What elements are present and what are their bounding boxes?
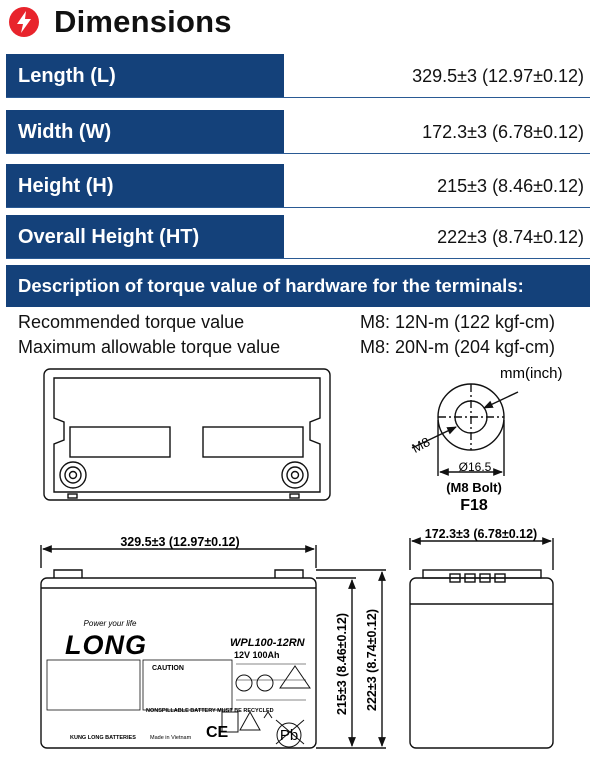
- dimension-label: Height (H): [6, 164, 284, 208]
- torque-value: M8: 20N-m (204 kgf-cm): [360, 337, 556, 357]
- lightning-bolt-icon: [8, 6, 40, 38]
- side-width-label: 172.3±3 (6.78±0.12): [424, 527, 538, 541]
- nonspillable-label: NONSPILLABLE BATTERY MUST BE RECYCLED: [146, 708, 274, 714]
- row-divider: [6, 97, 590, 98]
- dimension-label: Length (L): [6, 54, 284, 98]
- dimension-value: 222±3 (8.74±0.12): [437, 226, 584, 247]
- dimension-row-width: [6, 110, 590, 154]
- ce-mark: CE: [206, 724, 229, 741]
- torque-label: Recommended torque value: [18, 312, 245, 332]
- model-label: WPL100-12RN: [230, 637, 305, 649]
- origin-label: Made in Vietnam: [150, 735, 192, 741]
- torque-row-maximum: [18, 337, 588, 359]
- dimension-row-overall-height: [6, 215, 590, 259]
- maker-label: KUNG LONG BATTERIES: [70, 735, 136, 741]
- dimension-row-length: [6, 54, 590, 98]
- rating-label: 12V 100Ah: [234, 650, 280, 660]
- dimension-label: Overall Height (HT): [6, 215, 284, 259]
- dimension-value: 329.5±3 (12.97±0.12): [412, 65, 584, 86]
- height-label: 215±3 (8.46±0.12): [335, 613, 349, 715]
- overall-height-label: 222±3 (8.74±0.12): [365, 609, 379, 711]
- bolt-type-label: (M8 Bolt): [446, 480, 502, 495]
- battery-side-view: [410, 538, 553, 748]
- bolt-thread-label: M8: [409, 434, 433, 456]
- page-title: Dimensions: [54, 4, 232, 39]
- caution-label: CAUTION: [152, 665, 184, 672]
- torque-heading: Description of torque value of hardware for the terminals:: [6, 265, 590, 307]
- row-divider: [6, 153, 590, 154]
- row-divider: [6, 258, 590, 259]
- torque-row-recommended: [18, 312, 588, 334]
- brand-logo: LONG: [65, 630, 147, 660]
- torque-value: M8: 12N-m (122 kgf-cm): [360, 312, 556, 332]
- unit-label: mm(inch): [500, 365, 563, 382]
- terminal-code-label: F18: [460, 497, 488, 514]
- row-divider: [6, 207, 590, 208]
- title-row: [8, 2, 232, 42]
- brand-tagline: Power your life: [83, 619, 137, 628]
- dimension-row-height: [6, 164, 590, 208]
- pb-mark: Pb: [279, 727, 299, 744]
- torque-label: Maximum allowable torque value: [18, 337, 281, 357]
- dimension-value: 172.3±3 (6.78±0.12): [422, 121, 584, 142]
- dimension-label: Width (W): [6, 110, 284, 154]
- battery-dimension-drawing: [0, 360, 595, 763]
- front-width-label: 329.5±3 (12.97±0.12): [120, 535, 240, 549]
- dimension-value: 215±3 (8.46±0.12): [437, 175, 584, 196]
- battery-top-view: [44, 369, 330, 500]
- bolt-diameter-label: Ø16.5: [458, 460, 492, 474]
